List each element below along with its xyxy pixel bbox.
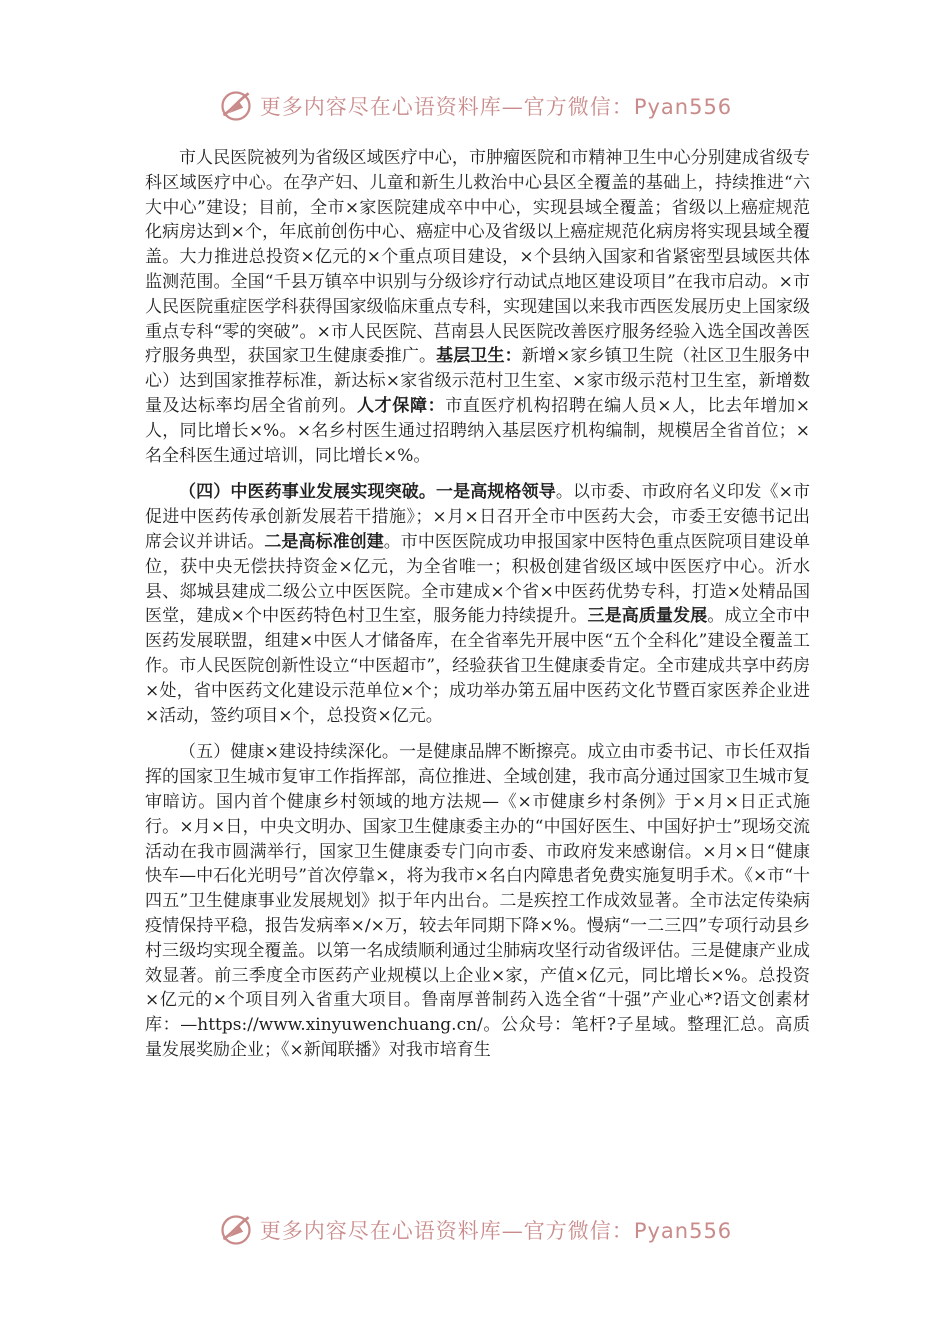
- header-watermark-banner: [0, 84, 950, 128]
- brand-logo-icon: [218, 1212, 254, 1248]
- paragraph-medical-centers: 市人民医院被列为省级区域医疗中心，市肿瘤医院和市精神卫生中心分别建成省级专科区域医疗中心。在孕产妇、儿童和新生儿救治中心县区全覆盖的基础上，持续推进“六大中心”建设；目前，全市×家医院建成卒中中心，实现县域全覆盖；省级以上癌症规范化病房达到×个，年底前创伤中心、癌症中心及省级以上癌症规范化病房将实现县域全覆盖。大力推进总投资×亿元的×个重点项目建设，×个县纳入国家和省紧密型县域医共体监测范围。全国“千县万镇卒中识别与分级诊疗行动试点地区建设项目”在我市启动。×市人民医院重症医学科获得国家级临床重点专科，实现建国以来我市西医发展历史上国家级重点专科“零的突破”。×市人民医院、莒南县人民医院改善医疗服务经验入选全国改善医疗服务典型，获国家卫生健康委推广。基层卫生：新增×家乡镇卫生院（社区卫生服务中心）达到国家推荐标准，新达标×家省级示范村卫生室、×家市级示范村卫生室，新增数量及达标率均居全省前列。人才保障：市直医疗机构招聘在编人员×人，比去年增加×人，同比增长×%。×名乡村医生通过招聘纳入基层医疗机构编制，规模居全省首位；×名全科医生通过培训，同比增长×%。: [145, 148, 810, 466]
- brand-logo-icon: [218, 88, 254, 124]
- footer-watermark-banner: [0, 1208, 950, 1252]
- paragraph-healthy-city: （五）健康×建设持续深化。一是健康品牌不断擦亮。成立由市委书记、市长任双指挥的国家卫生城市复审工作指挥部，高位推进、全域创建，我市高分通过国家卫生城市复审暗访。国内首个健康乡村领域的地方法规—《×市健康乡村条例》于×月×日正式施行。×月×日，中央文明办、国家卫生健康委主办的“中国好医生、中国好护士”现场交流活动在我市圆满举行，国家卫生健康委专门向市委、市政府发来感谢信。×月×日“健康快车—中石化光明号”首次停靠×，将为我市×名白内障患者免费实施复明手术。《×市“十四五”卫生健康事业发展规划》拟于年内出台。二是疾控工作成效显著。全市法定传染病疫情保持平稳，报告发病率×/×万，较去年同期下降×%。慢病“一二三四”专项行动县乡村三级均实现全覆盖。以第一名成绩顺利通过尘肺病攻坚行动省级评估。三是健康产业成效显著。前三季度全市医药产业规模以上企业×家，产值×亿元，同比增长×%。总投资×亿元的×个项目列入省重大项目。鲁南厚普制药入选全省“十强”产业心*?语文创素材库：—https://www.xinyuwenchuang.cn/。公众号：笔杆?子星域。整理汇总。高质量发展奖励企业；《×新闻联播》对我市培育生: [145, 742, 810, 1060]
- header-watermark-text: 更多内容尽在心语资料库—官方微信：Pyan556: [259, 95, 733, 119]
- document-body: [145, 146, 810, 1075]
- footer-watermark-text: 更多内容尽在心语资料库—官方微信：Pyan556: [259, 1219, 733, 1243]
- paragraph-tcm-development: （四）中医药事业发展实现突破。一是高规格领导。以市委、市政府名义印发《×市促进中医药传承创新发展若干措施》；×月×日召开全市中医药大会，市委王安德书记出席会议并讲话。二是高标准创建。市中医医院成功申报国家中医特色重点医院项目建设单位，获中央无偿扶持资金×亿元，为全省唯一；积极创建省级区域中医医疗中心。沂水县、郯城县建成二级公立中医医院。全市建成×个省×中医药优势专科，打造×处精品国医堂，建成×个中医药特色村卫生室，服务能力持续提升。三是高质量发展。成立全市中医药发展联盟，组建×中医人才储备库，在全省率先开展中医“五个全科化”建设全覆盖工作。市人民医院创新性设立“中医超市”，经验获省卫生健康委肯定。全市建成共享中药房×处，省中医药文化建设示范单位×个；成功举办第五届中医药文化节暨百家医养企业进×活动，签约项目×个，总投资×亿元。: [145, 482, 811, 726]
